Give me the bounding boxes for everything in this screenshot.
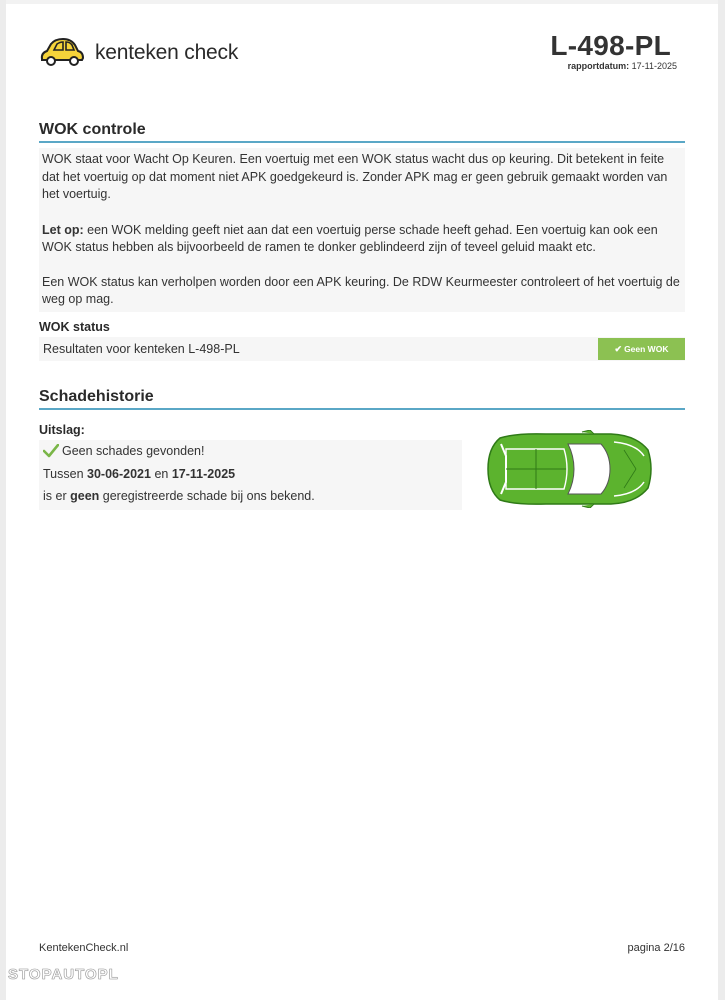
yellow-car-icon: [39, 38, 85, 68]
wok-status-badge: [598, 338, 685, 360]
wok-status-row: [39, 337, 685, 361]
damage-result-line: [43, 444, 204, 458]
footer-site: KentekenCheck.nl: [39, 942, 129, 954]
wok-status-title: WOK status: [39, 320, 110, 334]
checkmark-icon: ✔: [614, 343, 623, 354]
report-date: [568, 61, 677, 71]
damage-result-box: [39, 440, 462, 510]
wok-intro-text: WOK staat voor Wacht Op Keuren. Een voertuig met een WOK status wacht dus op keuring. Dit betekent in feite dat het voertuig op dat moment niet APK goedgekeurd is. Zonder APK mag er geen gebruik gemaakt worden van het voertuig.: [42, 152, 668, 201]
wok-status-label: Resultaten voor kenteken L-498-PL: [43, 342, 240, 356]
damage-result-label: Uitslag:: [39, 423, 85, 437]
watermark-logo: STOPAUTOPL: [8, 966, 119, 983]
logo-text: kenteken check: [95, 41, 239, 64]
logo: [39, 38, 238, 68]
wok-fix-text: Een WOK status kan verholpen worden door een APK keuring. De RDW Keurmeester controleert of het voertuig de weg op mag.: [42, 274, 680, 306]
between-word: Tussen: [43, 467, 84, 481]
date-from: 30-06-2021: [87, 467, 151, 481]
damage-conclusion-line: [43, 489, 315, 503]
damage-section-title: Schadehistorie: [39, 388, 685, 410]
wok-note: [42, 222, 682, 257]
page-right-edge: [718, 0, 725, 1000]
page-top-edge: [0, 0, 725, 4]
page-left-edge: [0, 0, 6, 1000]
green-checkmark-icon: [43, 444, 59, 458]
wok-status-badge-text: Geen WOK: [624, 344, 669, 354]
and-word: en: [154, 467, 169, 481]
damage-result-text: Geen schades gevonden!: [62, 444, 205, 458]
damage-period-line: [43, 467, 235, 481]
report-date-label: rapportdatum:: [567, 61, 630, 71]
wok-section-title: WOK controle: [39, 121, 685, 143]
wok-note-label: Let op:: [42, 222, 84, 237]
footer-page-number: pagina 2/16: [627, 942, 685, 954]
wok-info-box: [39, 148, 685, 312]
car-top-view-icon: [486, 430, 656, 508]
conclusion-pre: is er: [43, 489, 67, 503]
license-plate: L-498-PL: [550, 30, 671, 61]
report-date-value: 17-11-2025: [631, 61, 677, 71]
wok-note-text: een WOK melding geeft niet aan dat een voertuig perse schade heeft gehad. Een voertuig kan ook een WOK status hebben als bijvoorbeeld de ramen te donker geblindeerd zijn of teveel geluid maakt etc.: [42, 222, 658, 254]
date-to: 17-11-2025: [171, 467, 236, 481]
conclusion-post: geregistreerde schade bij ons bekend.: [102, 489, 315, 503]
conclusion-bold: geen: [70, 489, 100, 503]
